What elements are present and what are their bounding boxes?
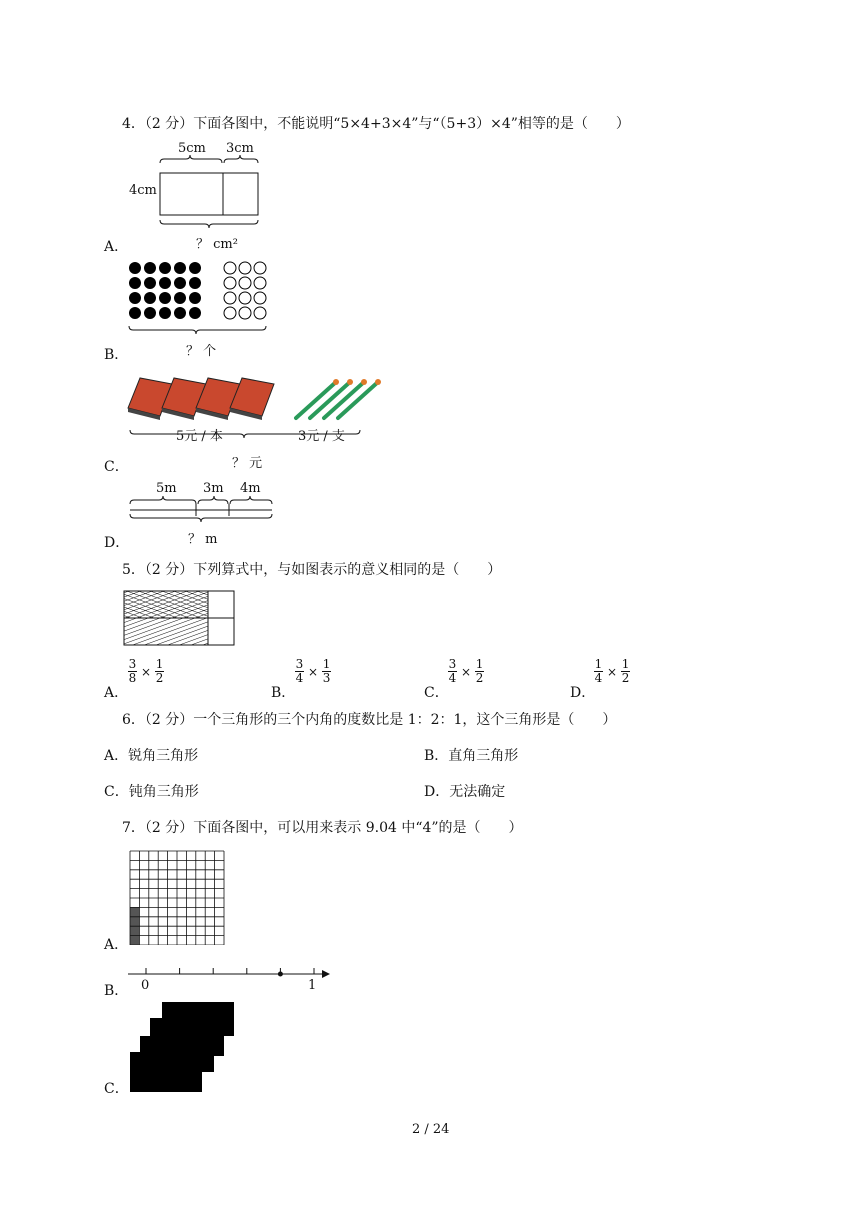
black-dot: [189, 292, 201, 304]
black-dot: [174, 277, 186, 289]
q4-optC-letter: C．: [104, 459, 129, 475]
white-dot: [224, 292, 236, 304]
denominator: 4: [295, 671, 304, 685]
numerator: 3: [295, 657, 304, 671]
white-dot: [239, 277, 251, 289]
q7-optA-grid: [128, 849, 228, 945]
shaded-cell: [130, 917, 139, 926]
q7-optC-letter: C．: [104, 1081, 129, 1097]
q4-optB-figure: [126, 258, 276, 338]
q5-optB-expression: [295, 658, 331, 685]
white-dot: [254, 292, 266, 304]
numerator: 1: [475, 657, 484, 671]
q6-optC: C．钝角三角形: [104, 784, 199, 800]
axis-label-0: 0: [141, 978, 150, 993]
q5-optD-expression: [594, 658, 630, 685]
axis-arrow: [322, 970, 330, 978]
black-dot: [144, 262, 156, 274]
q4-stem: 4．（2 分）下面各图中，不能说明“5×4+3×4”与“（5+3）×4”相等的是（ ）: [122, 116, 630, 132]
white-dot: [254, 307, 266, 319]
white-dot: [254, 262, 266, 274]
times-sign: ×: [141, 664, 152, 679]
shaded-cell: [130, 907, 139, 916]
denominator: 3: [322, 671, 331, 685]
q5-optB-letter: B．: [271, 685, 296, 701]
denominator: 8: [128, 671, 137, 685]
shaded-cell: [130, 926, 139, 935]
q4-optA-top2: 3cm: [226, 141, 254, 156]
white-dot: [239, 292, 251, 304]
black-dot: [174, 292, 186, 304]
pen-icon: [296, 382, 378, 418]
axis-label-1: 1: [308, 978, 317, 993]
black-dot: [144, 292, 156, 304]
black-dot: [159, 292, 171, 304]
q7-optA-letter: A．: [104, 937, 129, 953]
denominator: 4: [448, 671, 457, 685]
numerator: 1: [621, 657, 630, 671]
q4-optC-bottom: ？ 元: [232, 456, 263, 471]
black-dot: [189, 307, 201, 319]
black-dot: [189, 262, 201, 274]
denominator: 2: [155, 671, 164, 685]
black-dot: [129, 292, 141, 304]
white-dot: [239, 262, 251, 274]
q5-optC-expression: [448, 658, 484, 685]
denominator: 2: [621, 671, 630, 685]
numerator: 3: [448, 657, 457, 671]
page-indicator: 2 / 24: [412, 1122, 450, 1137]
black-dot: [129, 277, 141, 289]
black-dot: [189, 277, 201, 289]
q4-optD-l1: 5m: [156, 481, 177, 496]
black-dot: [144, 277, 156, 289]
times-sign: ×: [308, 664, 319, 679]
brace: [129, 326, 266, 334]
black-dot: [129, 307, 141, 319]
denominator: 4: [594, 671, 603, 685]
q4-optC-figure: [124, 370, 384, 452]
q4-optC-price2: 3元 / 支: [298, 429, 345, 444]
white-dot: [224, 307, 236, 319]
q4-optC-price1: 5元 / 本: [176, 429, 223, 444]
black-dot: [159, 262, 171, 274]
black-dot: [174, 262, 186, 274]
q4-optD-bottom: ？ m: [188, 532, 218, 547]
q4-optA-top1: 5cm: [178, 141, 206, 156]
q5-optD-letter: D．: [570, 685, 596, 701]
q6-stem: 6．（2 分）一个三角形的三个内角的度数比是 1：2：1，这个三角形是（ ）: [122, 712, 617, 728]
q6-optD: D．无法确定: [424, 784, 506, 800]
black-dot: [129, 262, 141, 274]
q4-optD-l3: 4m: [240, 481, 261, 496]
times-sign: ×: [461, 664, 472, 679]
q7-stem: 7．（2 分）下面各图中，可以用来表示 9.04 中“4”的是（ ）: [122, 820, 523, 836]
q5-optC-letter: C．: [424, 685, 449, 701]
white-dot: [224, 262, 236, 274]
shaded-cell: [130, 936, 139, 945]
q7-optB-numberline: [126, 960, 336, 988]
q5-optA-expression: [128, 658, 164, 685]
black-dot: [174, 307, 186, 319]
numerator: 1: [594, 657, 603, 671]
q6-optB: B．直角三角形: [424, 748, 519, 764]
q4-optD-letter: D．: [104, 535, 130, 551]
times-sign: ×: [607, 664, 618, 679]
q4-optB-letter: B．: [104, 347, 129, 363]
q4-optD-l2: 3m: [203, 481, 224, 496]
q4-optA-side: 4cm: [129, 183, 157, 198]
black-dot: [159, 277, 171, 289]
white-dot: [254, 277, 266, 289]
denominator: 2: [475, 671, 484, 685]
axis-point: [278, 972, 283, 977]
q5-fraction-figure: [122, 589, 237, 649]
q7-optC-figure: [128, 1000, 238, 1094]
q7-optB-letter: B．: [104, 983, 129, 999]
numerator: 3: [128, 657, 137, 671]
q5-stem: 5．（2 分）下列算式中，与如图表示的意义相同的是（ ）: [122, 562, 502, 578]
white-dot: [239, 307, 251, 319]
numerator: 1: [322, 657, 331, 671]
black-dot: [159, 307, 171, 319]
q4-optA-bottom: ？ cm²: [196, 237, 238, 252]
q4-optA-letter: A．: [104, 239, 129, 255]
white-dot: [224, 277, 236, 289]
q6-optA: A．锐角三角形: [104, 748, 199, 764]
q5-optA-letter: A．: [104, 685, 129, 701]
numerator: 1: [155, 657, 164, 671]
black-dot: [144, 307, 156, 319]
q4-optB-bottom: ？ 个: [186, 344, 217, 359]
